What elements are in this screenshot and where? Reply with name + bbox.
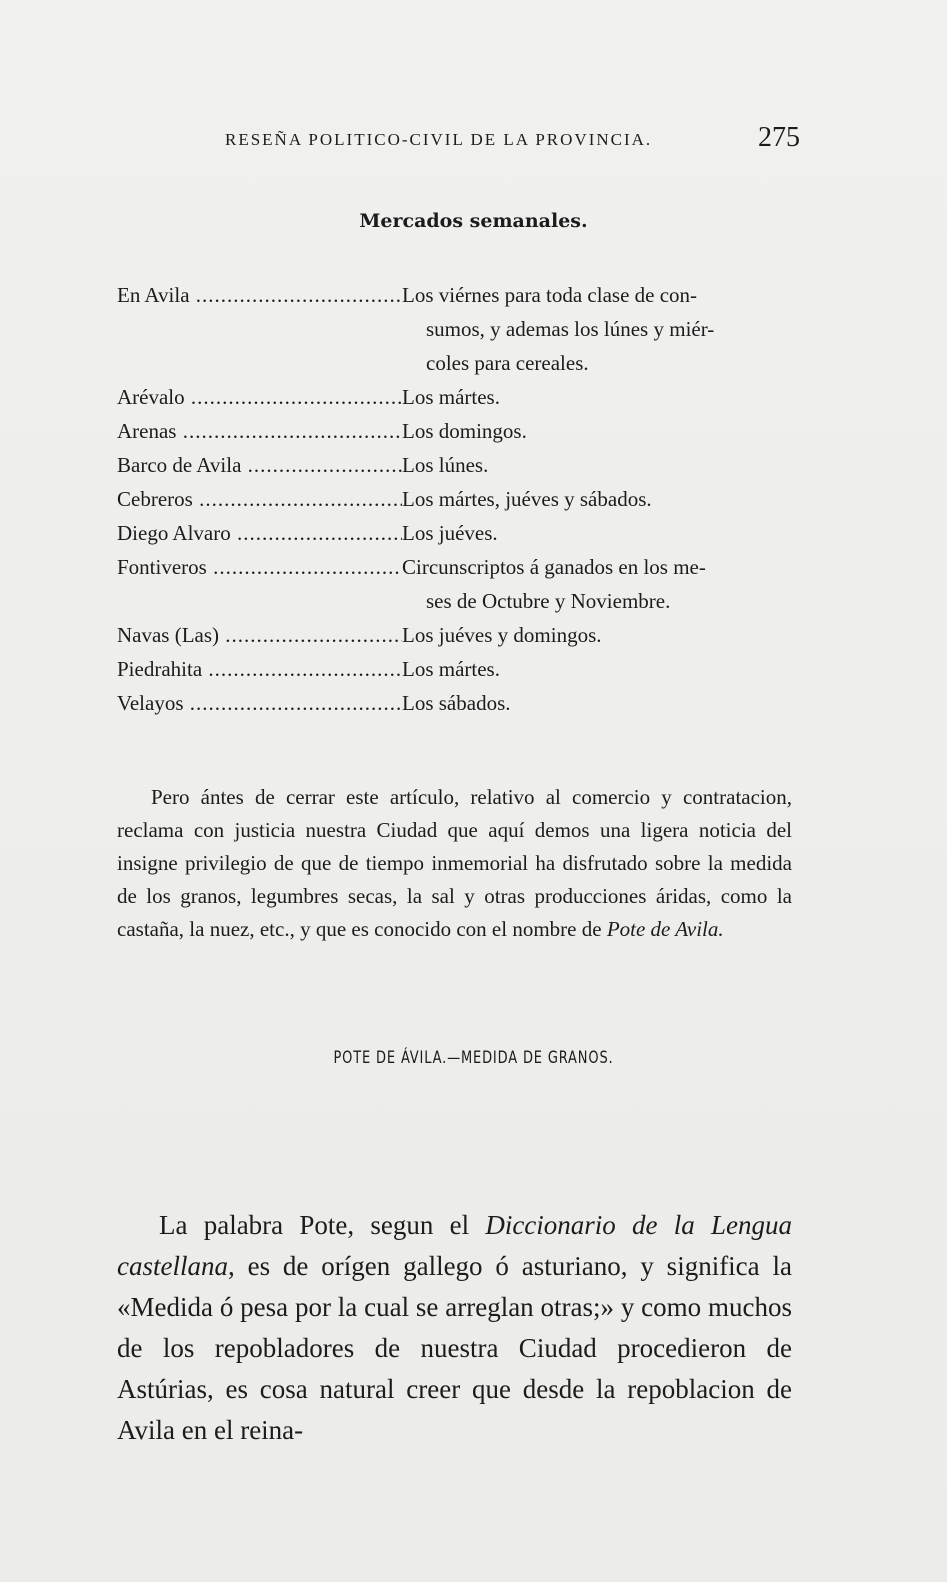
market-day-line: coles para cereales. (426, 351, 589, 375)
market-town: Navas (Las) ..... (117, 618, 402, 652)
dictionary-title: Diccionario de la Lengua castellana (117, 1210, 792, 1281)
market-day-line: Los mártes, juéves y sábados. (402, 487, 652, 511)
market-day-line: Los juéves. (402, 521, 498, 545)
running-header (225, 122, 800, 158)
market-row (117, 516, 797, 550)
market-day-line: Los lúnes. (402, 453, 489, 477)
market-row (117, 686, 797, 720)
market-row (117, 550, 797, 618)
market-day-line: sumos, y ademas los lúnes y miér- (426, 317, 715, 341)
market-town: Diego Alvaro ..... (117, 516, 402, 550)
body-paragraph (117, 781, 792, 946)
lead-paragraph (117, 1205, 792, 1451)
market-row (117, 482, 797, 516)
market-day-line: Los domingos. (402, 419, 527, 443)
paragraph-italic-term: Pote de Avila. (606, 917, 724, 941)
market-day-line: Circunscriptos á ganados en los me- (402, 555, 706, 579)
market-day-line: Los juéves y domingos. (402, 623, 602, 647)
market-row (117, 448, 797, 482)
market-day-line: Los mártes. (402, 385, 500, 409)
page-number: 275 (758, 122, 800, 153)
paragraph-text: La palabra Pote, segun el (159, 1210, 470, 1240)
market-town: Arenas ..... (117, 414, 402, 448)
paragraph-text: Pero ántes de cerrar este artículo, relativo al comercio y contratacion, reclama con justicia nuestra Ciudad que aquí demos una ligera noticia del insigne privilegio de que de tiempo inmemorial ha disfrutado sobre la medida de los granos, legumbres secas, la sal y otras producciones áridas, como la castaña, la nuez, etc., y que es conocido con el nombre de (117, 785, 792, 941)
market-day-line: ses de Octubre y Noviembre. (426, 589, 671, 613)
market-row (117, 414, 797, 448)
market-day-line: Los viérnes para toda clase de con- (402, 283, 698, 307)
market-row (117, 380, 797, 414)
market-day-line: Los sábados. (402, 691, 511, 715)
subheading: POTE DE ÁVILA.—MEDIDA DE GRANOS. (333, 1048, 614, 1068)
market-town: Velayos ..... (117, 686, 402, 720)
market-days (402, 278, 797, 380)
paragraph-text: , es de orígen gallego ó asturiano, y significa la «Medida ó pesa por la cual se arreglan otras;» y como muchos de los repobladores de nuestra Ciudad procedieron de Astúrias, es cosa natural creer que desde la repoblacion de Avila en el reina- (117, 1251, 792, 1445)
running-title: RESEÑA POLITICO-CIVIL DE LA PROVINCIA. (225, 130, 653, 149)
market-row (117, 652, 797, 686)
market-town: Arévalo ..... (117, 380, 402, 414)
market-town: Piedrahita ..... (117, 652, 402, 686)
market-town: En Avila ..... (117, 278, 402, 380)
section-heading: Mercados semanales. (359, 210, 588, 232)
market-town: Barco de Avila ..... (117, 448, 402, 482)
market-days (402, 550, 797, 618)
market-row (117, 618, 797, 652)
market-town: Fontiveros ..... (117, 550, 402, 618)
market-town: Cebreros ..... (117, 482, 402, 516)
market-day-line: Los mártes. (402, 657, 500, 681)
market-row (117, 278, 797, 380)
markets-list (117, 278, 797, 720)
